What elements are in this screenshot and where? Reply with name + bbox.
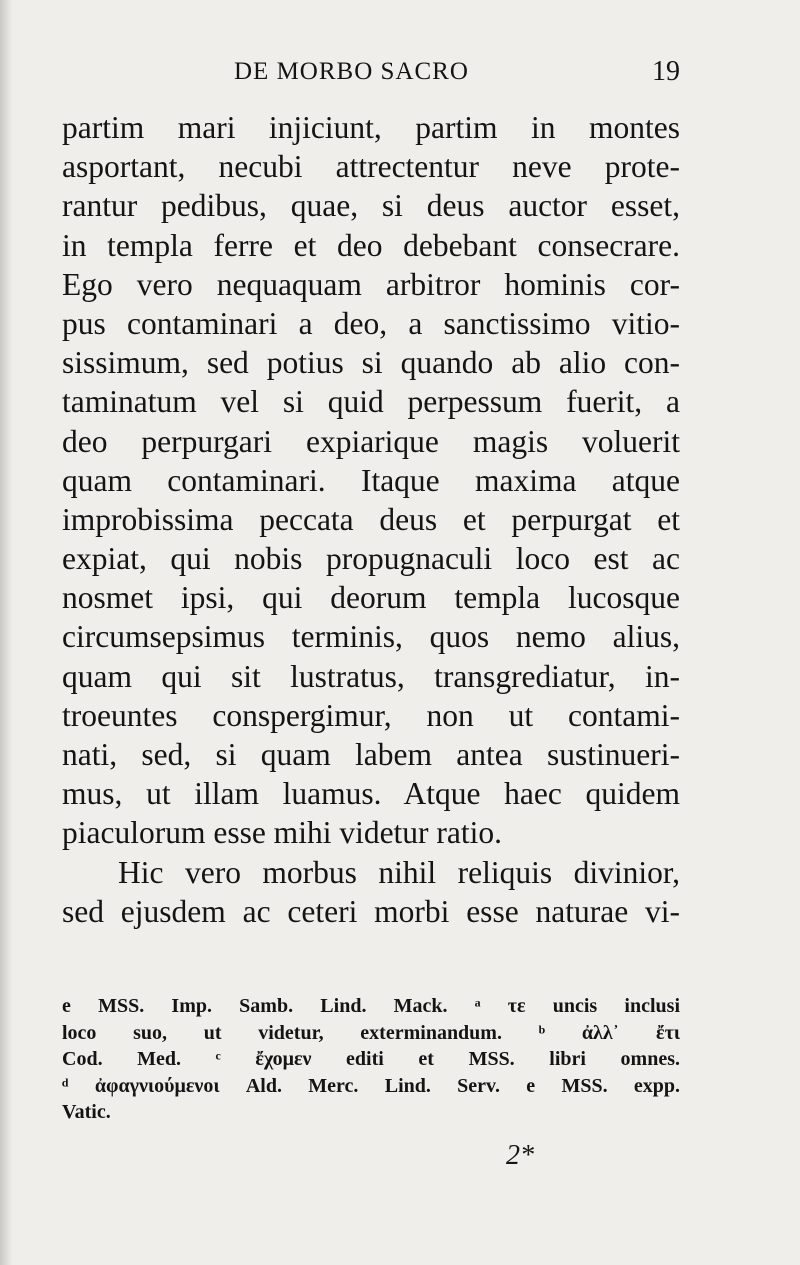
text-line: nati, sed, si quam labem antea sustinueri- bbox=[62, 737, 680, 772]
text-line: Ego vero nequaquam arbitror hominis cor- bbox=[62, 266, 680, 302]
text-line: circumsepsimus terminis, quos nemo alius, bbox=[62, 619, 680, 655]
text-line: Hic vero morbus nihil reliquis divinior, bbox=[118, 854, 680, 890]
footnote-line: ᵈ ἀφαγνιούμενοι Ald. Merc. Lind. Serv. e MSS. expp. bbox=[62, 1074, 680, 1097]
text-line: nosmet ipsi, qui deorum templa lucosque bbox=[62, 580, 680, 616]
text-line: quam qui sit lustratus, transgrediatur, in- bbox=[62, 658, 680, 694]
footnote-line: Cod. Med. ᶜ ἔχομεν editi et MSS. libri omnes. bbox=[62, 1048, 680, 1070]
text-line: expiat, qui nobis propugnaculi loco est ac bbox=[62, 541, 680, 577]
text-line: sed ejusdem ac ceteri morbi esse naturae vi- bbox=[62, 893, 680, 929]
running-title: DE MORBO SACRO bbox=[234, 58, 469, 85]
text-line: improbissima peccata deus et perpurgat et bbox=[62, 501, 680, 537]
text-line: mus, ut illam luamus. Atque haec quidem bbox=[62, 776, 680, 812]
page-header bbox=[62, 56, 680, 90]
text-line: asportant, necubi attrectentur neve prote- bbox=[62, 149, 680, 185]
footnote-line: loco suo, ut videtur, exterminandum. ᵇ ἀλλ᾽ ἔτι bbox=[62, 1021, 680, 1044]
footnotes bbox=[62, 993, 680, 1126]
text-line: in templa ferre et deo debebant consecrare. bbox=[62, 227, 680, 263]
text-line: partim mari injiciunt, partim in montes bbox=[62, 110, 680, 145]
signature-mark: 2* bbox=[506, 1140, 534, 1171]
text-line: deo perpurgari expiarique magis voluerit bbox=[62, 423, 680, 459]
page-number: 19 bbox=[652, 56, 680, 87]
footnote-line: e MSS. Imp. Samb. Lind. Mack. ᵃ τε uncis inclusi bbox=[62, 995, 680, 1017]
text-line: sissimum, sed potius si quando ab alio con- bbox=[62, 345, 680, 381]
text-line: quam contaminari. Itaque maxima atque bbox=[62, 462, 680, 498]
text-line: piaculorum esse mihi videtur ratio. bbox=[62, 815, 503, 851]
text-line: taminatum vel si quid perpessum fuerit, a bbox=[62, 384, 680, 420]
text-line: pus contaminari a deo, a sanctissimo vitio- bbox=[62, 305, 680, 341]
footnote-line: Vatic. bbox=[62, 1101, 111, 1123]
text-line: troeuntes conspergimur, non ut contami- bbox=[62, 697, 680, 733]
text-line: rantur pedibus, quae, si deus auctor esset, bbox=[62, 188, 680, 224]
page-edge-shadow bbox=[0, 0, 12, 1265]
body-text bbox=[62, 108, 680, 931]
